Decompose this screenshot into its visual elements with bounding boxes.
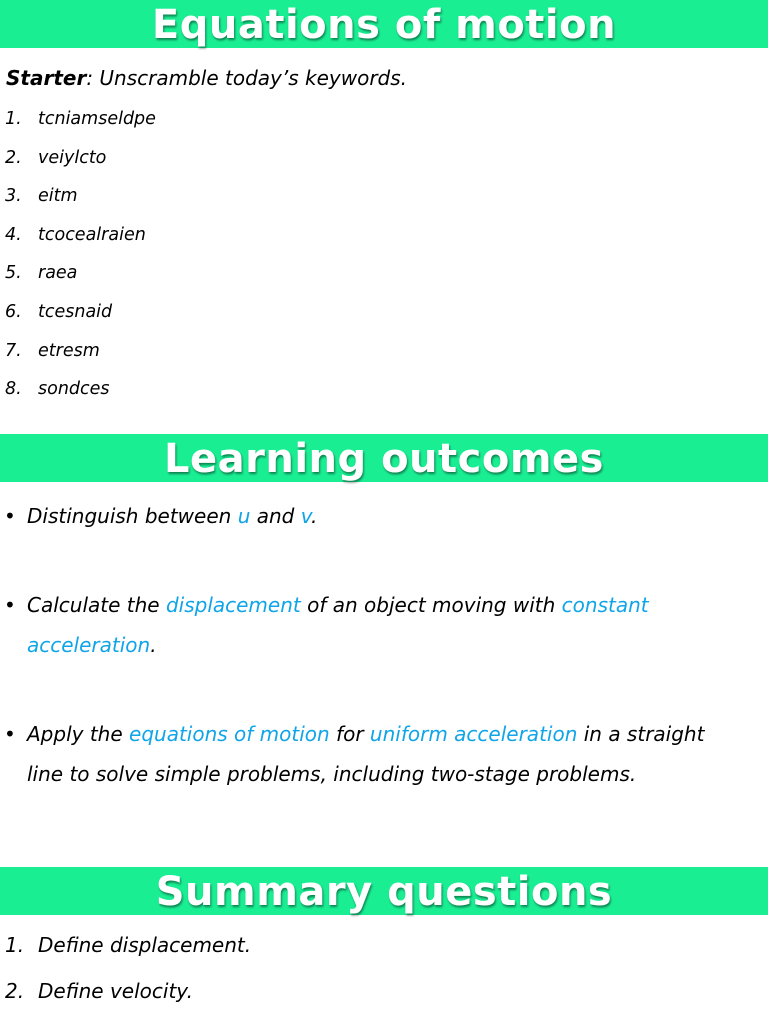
outcome-text: . xyxy=(150,633,157,657)
list-number: 2. xyxy=(5,978,25,1003)
list-number: 8. xyxy=(5,379,22,400)
outcome-item xyxy=(0,496,737,537)
list-item xyxy=(5,144,156,183)
outcome-text: for xyxy=(329,721,370,746)
scrambled-keyword: etresm xyxy=(38,340,100,361)
highlight-term: v xyxy=(300,504,311,528)
highlight-term: equations of motion xyxy=(129,721,330,746)
section-title-learning-outcomes: Learning outcomes xyxy=(0,434,768,482)
scrambled-keyword: eitm xyxy=(38,186,78,207)
scrambled-keyword: tcniamseldpe xyxy=(38,109,156,129)
starter-instruction xyxy=(6,66,407,90)
starter-text: : Unscramble today’s keywords. xyxy=(86,66,408,90)
outcome-text: and xyxy=(250,504,301,528)
learning-outcomes-list xyxy=(0,496,737,795)
list-number: 4. xyxy=(5,224,22,245)
list-item xyxy=(5,105,156,144)
starter-label: Starter xyxy=(6,66,87,90)
highlight-term: uniform acceleration xyxy=(369,721,578,746)
scrambled-keyword: veiylcto xyxy=(38,147,107,168)
bullet: • xyxy=(4,504,16,528)
question-text: Define velocity. xyxy=(38,978,193,1003)
highlight-term: displacement xyxy=(165,592,301,617)
scrambled-keyword: tcocealraien xyxy=(38,224,146,245)
highlight-term: u xyxy=(237,504,251,528)
list-item xyxy=(5,259,156,298)
outcome-text: . xyxy=(310,504,318,528)
list-item xyxy=(5,974,251,1020)
scrambled-keyword: sondces xyxy=(38,379,110,400)
outcome-item xyxy=(0,585,737,666)
outcome-text: Distinguish between xyxy=(27,504,238,528)
list-number: 2. xyxy=(5,147,22,168)
section-title-equations-of-motion: Equations of motion xyxy=(0,0,768,48)
question-text: Define displacement. xyxy=(38,933,252,957)
list-number: 7. xyxy=(5,340,22,361)
list-number: 1. xyxy=(5,933,25,957)
list-item xyxy=(5,928,251,974)
outcome-text: of an object moving with xyxy=(300,592,562,617)
summary-questions-list xyxy=(5,928,251,1019)
section-title-summary-questions: Summary questions xyxy=(0,867,768,915)
outcome-text: Apply the xyxy=(27,721,130,746)
list-number: 3. xyxy=(5,186,22,207)
highlight-term: constant acceleration xyxy=(27,592,649,657)
list-item xyxy=(5,298,156,337)
bullet: • xyxy=(4,721,16,746)
outcome-item xyxy=(0,714,737,795)
list-number: 6. xyxy=(5,301,22,322)
list-number: 5. xyxy=(5,263,22,284)
outcome-text: in a straight line to solve simple problems, including two-stage problems. xyxy=(27,721,705,786)
scrambled-keyword: tcesnaid xyxy=(38,301,113,322)
list-item xyxy=(5,375,156,414)
bullet: • xyxy=(4,592,16,617)
scrambled-keyword: raea xyxy=(38,263,78,284)
list-number: 1. xyxy=(5,109,22,129)
list-item xyxy=(5,337,156,376)
list-item xyxy=(5,182,156,221)
outcome-text: Calculate the xyxy=(27,592,166,617)
keyword-list xyxy=(5,105,156,414)
list-item xyxy=(5,221,156,260)
